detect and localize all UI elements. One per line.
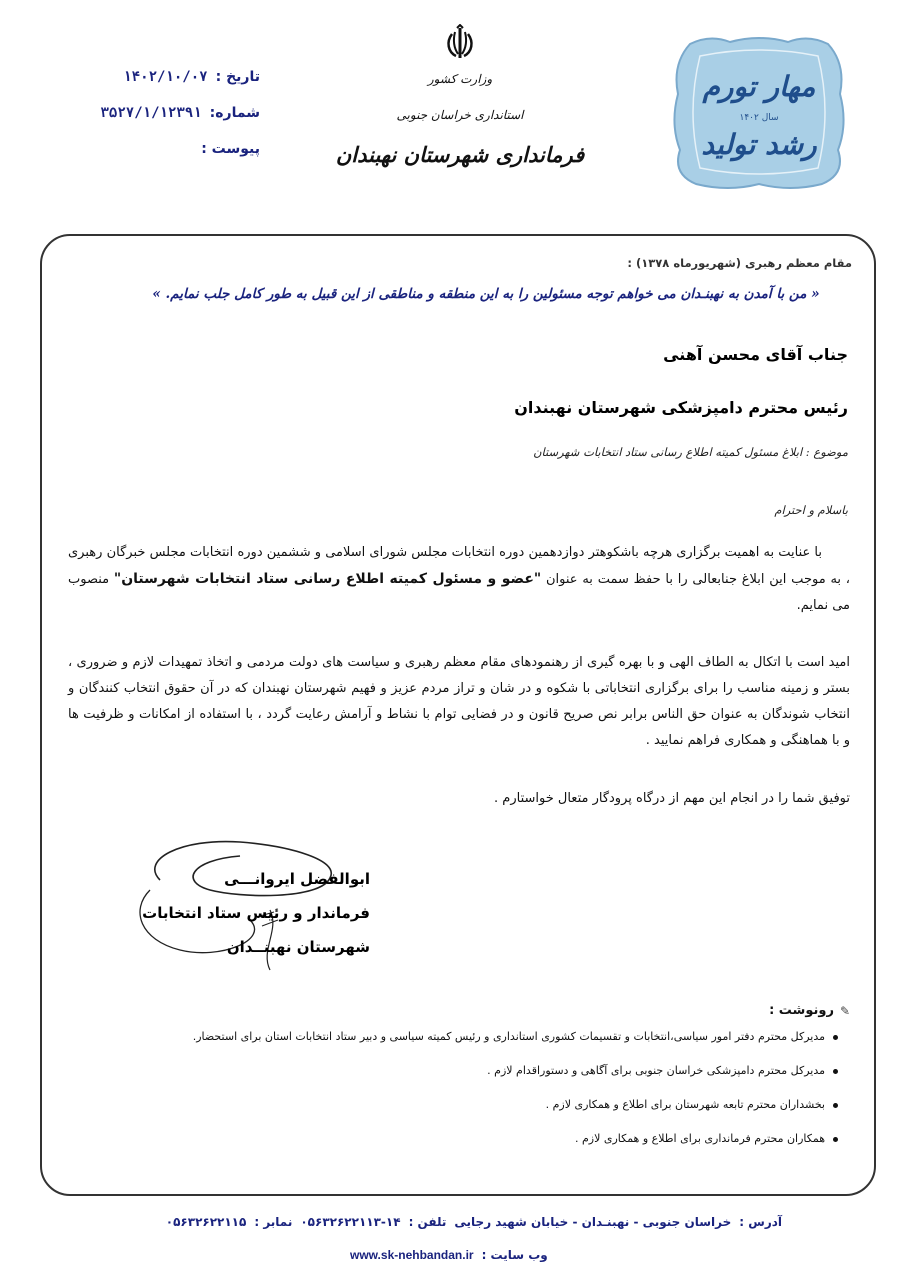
p1-end: منصوب می نمایم. [68,572,850,613]
cc-item-text: بخشداران محترم تابعه شهرستان برای اطلاع و همکاری لازم . [545,1098,825,1111]
letter-meta [100,70,260,178]
attachment-label: پیوست : [201,141,260,157]
number-value: ۳۵۲۷/۱/۱۲۳۹۱ [100,105,202,121]
body-paragraph-3: توفیق شما را در انجام این مهم از درگاه پرودگار متعال خواستارم . [494,791,850,806]
recipient-name: جناب آقای محسن آهنی [663,345,848,364]
signer-name: ابوالفضل ایروانـــی [224,870,370,888]
cc-item-text: مدیرکل محترم دامپزشکی خراسان جنوبی برای آگاهی و دستوراقدام لازم . [487,1064,825,1077]
bullet-icon [833,1035,838,1040]
signer-role: فرماندار و رئیس ستاد انتخابات [142,904,370,922]
footer-contact [126,1215,782,1229]
signature-block [120,820,400,1000]
p1-bold: "عضو و مسئول کمیته اطلاع رسانی ستاد انتخابات شهرستان" [113,571,542,587]
cc-item [193,1132,838,1166]
phone-text: ۰۵۶۳۲۶۲۲۱۱۳-۱۴ [300,1215,401,1229]
cc-item [193,1030,838,1064]
seal-line1: مهار تورم [702,70,816,103]
cc-item [193,1098,838,1132]
phone-label: تلفن : [408,1215,447,1229]
seal-year: سال ۱۴۰۲ [739,113,779,123]
attachment-row [100,142,260,166]
address-text: خراسان جنوبی - نهبنـدان - خیابان شهید رجایی [454,1215,732,1229]
seal-line2: رشد تولید [701,128,817,161]
bullet-icon [833,1069,838,1074]
signature-text [120,862,370,964]
p1-start: با عنایت به اهمیت برگزاری هرچه باشکوهتر دوازدهمین دوره انتخابات مجلس شورای اسلامی و ششمین دوره انتخابات مجلس خبرگان رهبری ، به موجب این ابلاغ جنابعالی را با حفظ سمت به عنوان [68,545,851,587]
fax-label: نمابر : [254,1215,293,1229]
date-row [100,70,260,94]
cc-title [769,1003,850,1018]
letterhead [330,24,590,167]
letter-subject: موضوع : ابلاغ مسئول کمیته اطلاع رسانی ستاد انتخابات شهرستان [533,445,848,459]
number-label: شماره: [209,105,260,121]
fax-text: ۰۵۶۳۲۶۲۲۱۱۵ [165,1215,247,1229]
cc-item-text: مدیرکل محترم دفتر امور سیاسی،انتخابات و تقسیمات کشوری استانداری و رئیس کمیته سیاسی و دبیر ستاد انتخابات استان برای استحضار. [192,1030,825,1043]
pen-icon: ✎ [839,1003,850,1018]
letter-greeting: باسلام و احترام [774,503,848,517]
website-label: وب سایت : [481,1248,548,1262]
iran-emblem-icon [440,24,480,64]
date-value: ۱۴۰۲/۱۰/۰۷ [123,69,208,85]
website-link[interactable]: www.sk-nehbandan.ir [350,1248,474,1262]
cc-list [193,1030,838,1166]
footer-website [350,1248,548,1262]
address-label: آدرس : [739,1215,782,1229]
body-paragraph-2: امید است با اتکال به الطاف الهی و با بهره گیری از رهنمودهای مقام معظم رهبری و سیاست های دولت مردمی و اتخاذ تمهیدات لازم و ضروری ، بستر و زمینه مناسب را برای برگزاری انتخاباتی با شکوه و در شان و تراز مردم عزیز و فهیم شهرستان نهبندان که در آن حقوق انتخاب کنندگان و انتخاب شوندگان به عنوان حق الناس برابر نص صریح قانون و در فضایی توام با نشاط و آرامش رعایت گردد ، با استفاده از امکانات و ظرفیت ها و با هماهنگی و همکاری فراهم نمایید . [68,655,850,748]
cc-title-text: رونوشت : [769,1003,834,1018]
signer-place: شهرستان نهبنــدان [226,938,370,956]
quote-source: مقام معظم رهبری (شهریورماه ۱۳۷۸) : [627,256,852,270]
date-label: تاریخ : [215,69,260,85]
bullet-icon [833,1103,838,1108]
governorate-name: فرمانداری شهرستان نهبندان [335,142,585,167]
ministry-name: وزارت کشور [427,72,493,86]
slogan-seal [670,34,848,190]
body-paragraph-1 [68,540,850,619]
leader-quote: « من با آمدن به نهبنـدان می خواهم توجه مسئولین را به این منطقه و مناطقی از این قبیل به طور کامل جلب نمایم. » [152,286,820,302]
cc-item-text: همکاران محترم فرمانداری برای اطلاع و همکاری لازم . [574,1132,825,1145]
bullet-icon [833,1137,838,1142]
cc-item [193,1064,838,1098]
number-row [100,106,260,130]
province-name: استانداری خراسان جنوبی [396,108,524,122]
recipient-title: رئیس محترم دامپزشکی شهرستان نهبندان [514,398,848,417]
